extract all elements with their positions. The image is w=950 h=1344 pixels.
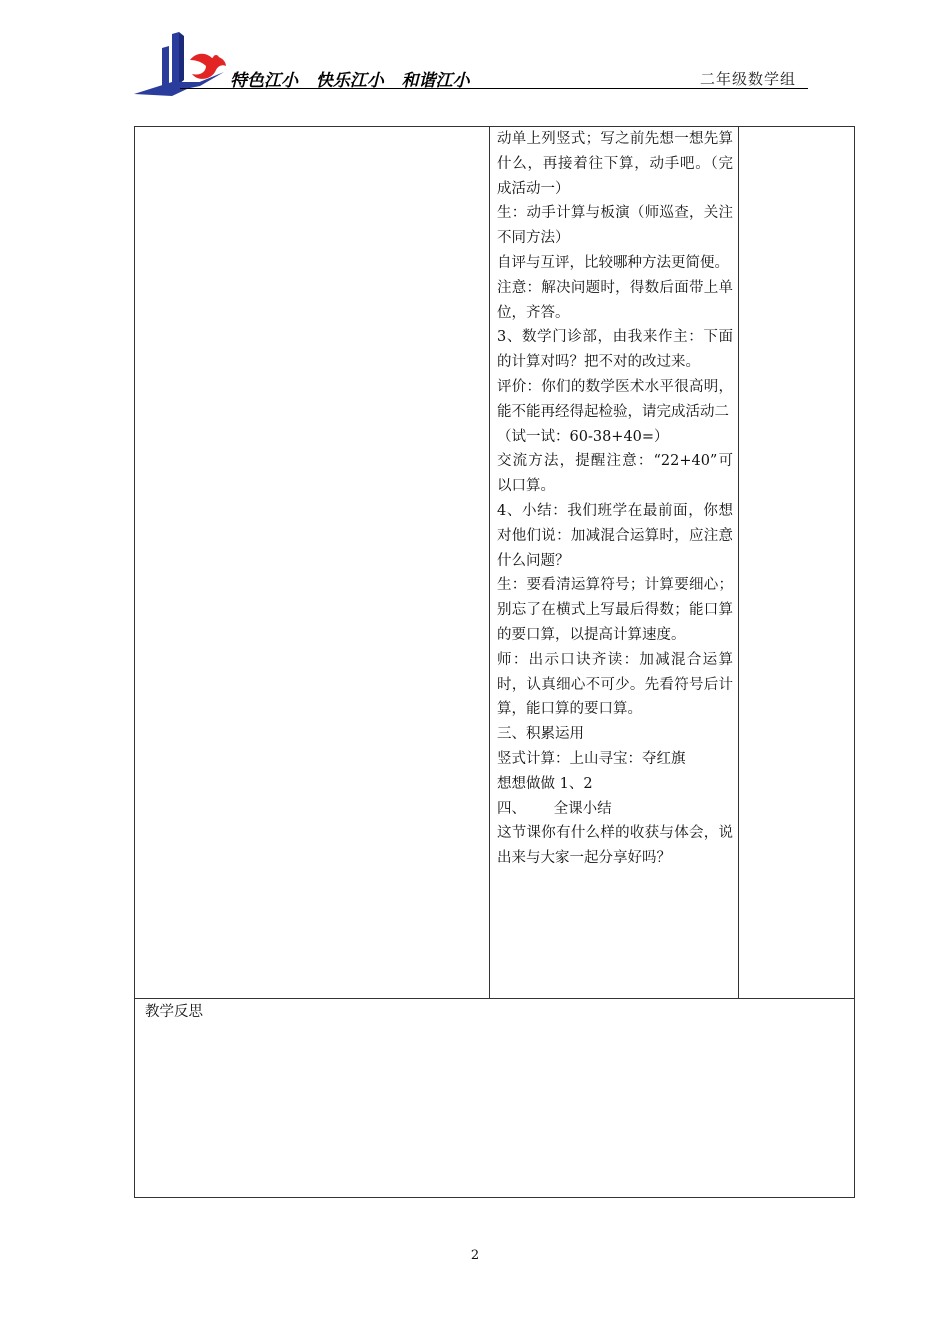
lesson-line: 想想做做 1、2	[497, 775, 593, 792]
lesson-line: （试一试：60-38+40=）	[497, 428, 669, 445]
lesson-line: 竖式计算：上山寻宝：夺红旗	[497, 750, 686, 767]
column-divider	[738, 127, 739, 998]
school-slogan: 特色江小 快乐江小 和谐江小	[230, 71, 470, 91]
grade-group-label: 二年级数学组	[699, 70, 796, 88]
lesson-row	[135, 127, 854, 999]
lesson-line: 动单上列竖式；写之前先想一想先算什么，再接着往下算，动手吧。（完成活动一）	[497, 131, 733, 197]
lesson-line: 师：出示口诀齐读：加减混合运算时，认真细心不可少。先看符号后计算，能口算的要口算。	[497, 651, 733, 718]
lesson-line: 4、小结：我们班学在最前面，你想对他们说：加减混合运算时，应注意什么问题？	[497, 502, 733, 569]
lesson-line: 注意：解决问题时，得数后面带上单位，齐答。	[497, 279, 733, 321]
lesson-line: 四、 全课小结	[497, 800, 612, 817]
lesson-line: 自评与互评，比较哪种方法更简便。	[497, 254, 729, 271]
lesson-line: 评价：你们的数学医术水平很高明，能不能再经得起检验，请完成活动二	[497, 378, 733, 420]
lesson-line: 这节课你有什么样的收获与体会，说出来与大家一起分享好吗？	[497, 825, 733, 867]
lesson-process-cell	[497, 127, 733, 871]
lesson-line: 三、积累运用	[497, 726, 584, 743]
reflection-label: 教学反思	[145, 1004, 203, 1020]
header-rule	[180, 88, 808, 89]
lesson-table	[134, 126, 855, 1198]
page-header	[132, 30, 808, 100]
lesson-line: 3、数学门诊部，由我来作主：下面的计算对吗？把不对的改过来。	[497, 329, 733, 371]
page-number: 2	[470, 1248, 480, 1263]
lesson-line: 生：动手计算与板演（师巡查，关注不同方法）	[497, 205, 733, 247]
lesson-line: 交流方法，提醒注意：“22+40”可以口算。	[497, 453, 733, 495]
lesson-line: 生：要看清运算符号；计算要细心；别忘了在横式上写最后得数；能口算的要口算，以提高计算速度。	[497, 577, 733, 643]
column-divider	[489, 127, 490, 998]
